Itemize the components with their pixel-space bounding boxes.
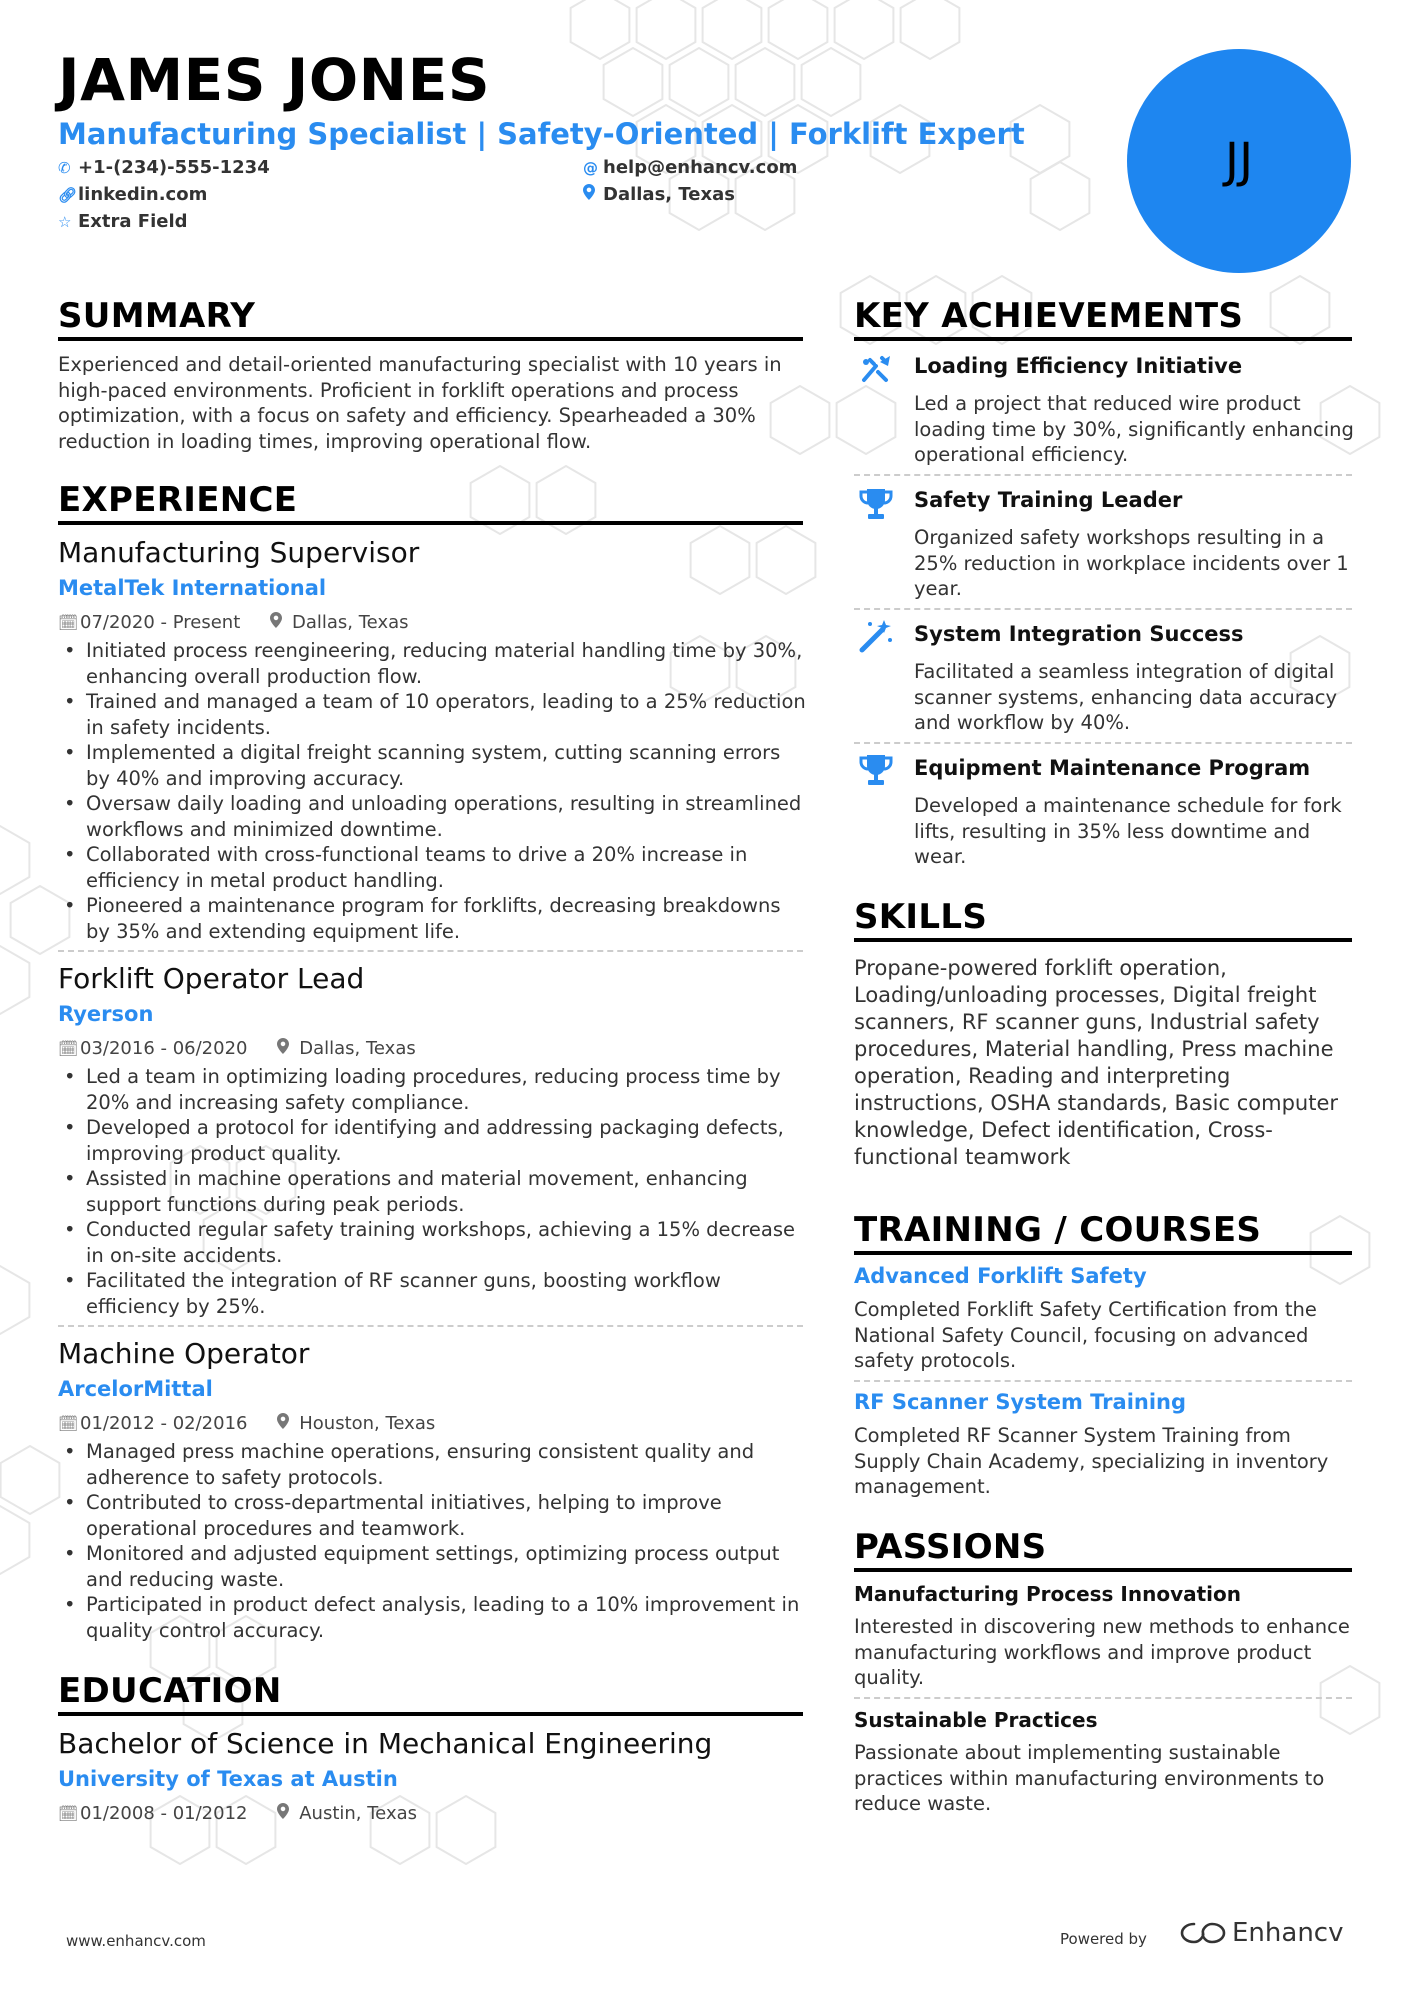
job-title: Manufacturing Supervisor bbox=[58, 536, 420, 569]
job-bullets bbox=[58, 638, 808, 944]
achievements-rule bbox=[854, 337, 1352, 341]
skills-text: Propane-powered forklift operation, Loading/unloading processes, Digital freight scanners, RF scanner guns, Industrial safety procedures, Material handling, Press machine operation, Reading and interpreting instructions, OSHA standards, Basic computer knowledge, Defect identification, Cross-functional teamwork bbox=[854, 956, 1339, 1169]
brand-name: Enhancv bbox=[1232, 1918, 1344, 1948]
summary-rule bbox=[58, 337, 803, 341]
achievement-title: Loading Efficiency Initiative bbox=[914, 354, 1243, 378]
summary-heading: SUMMARY bbox=[58, 296, 256, 336]
avatar: JJ bbox=[1127, 49, 1351, 273]
at-icon: @ bbox=[583, 159, 598, 177]
bullet-item: • Oversaw daily loading and unloading operations, resulting in streamlined workflows and minimized downtime. bbox=[58, 791, 808, 842]
location-pin-icon bbox=[277, 1038, 299, 1058]
degree: Bachelor of Science in Mechanical Engineering bbox=[58, 1727, 713, 1760]
passions-rule bbox=[854, 1568, 1352, 1572]
enhancv-logo-icon bbox=[1180, 1920, 1226, 1946]
calendar-icon: 🗓︎ bbox=[58, 613, 79, 632]
bullet-item: • Contributed to cross-departmental initiatives, helping to improve operational procedures and teamwork. bbox=[58, 1490, 808, 1541]
magic-wand-icon bbox=[856, 616, 896, 656]
job-meta: 🗓︎01/2012 - 02/2016 Houston, Texas bbox=[58, 1413, 436, 1434]
calendar-icon: 🗓︎ bbox=[58, 1039, 79, 1058]
course-divider bbox=[854, 1380, 1352, 1382]
phone-icon: ✆ bbox=[58, 159, 71, 177]
passion-text: Passionate about implementing sustainable practices within manufacturing environments to reduce waste. bbox=[854, 1741, 1325, 1815]
school-name: University of Texas at Austin bbox=[58, 1767, 398, 1791]
linkedin-contact[interactable]: 🔗︎linkedin.com bbox=[58, 184, 208, 205]
achievement-text: Developed a maintenance schedule for fork lifts, resulting in 35% less downtime and wear. bbox=[914, 794, 1342, 868]
bullet-item: • Participated in product defect analysis, leading to a 10% improvement in quality control accuracy. bbox=[58, 1592, 808, 1643]
achievement-text: Organized safety workshops resulting in a 25% reduction in workplace incidents over 1 year. bbox=[914, 526, 1349, 600]
company-name: ArcelorMittal bbox=[58, 1377, 213, 1401]
trophy-icon bbox=[856, 750, 896, 790]
education-heading: EDUCATION bbox=[58, 1671, 282, 1711]
link-icon: 🔗︎ bbox=[58, 186, 78, 204]
education-rule bbox=[58, 1712, 803, 1716]
phone-contact[interactable]: ✆ +1-(234)-555-1234 bbox=[58, 157, 270, 178]
passion-text: Interested in discovering new methods to enhance manufacturing workflows and improve product quality. bbox=[854, 1615, 1350, 1689]
bullet-item: • Collaborated with cross-functional teams to drive a 20% increase in efficiency in metal product handling. bbox=[58, 842, 808, 893]
course-text: Completed RF Scanner System Training from Supply Chain Academy, specializing in inventory management. bbox=[854, 1424, 1329, 1498]
job-divider bbox=[58, 1325, 803, 1327]
passion-title: Sustainable Practices bbox=[854, 1708, 1098, 1732]
achievement-divider bbox=[854, 742, 1352, 744]
skills-heading: SKILLS bbox=[854, 897, 988, 937]
bullet-item: • Assisted in machine operations and material movement, enhancing support functions during peak periods. bbox=[58, 1166, 808, 1217]
job-bullets bbox=[58, 1439, 808, 1643]
location-pin-icon bbox=[277, 1803, 299, 1823]
bullet-item: • Initiated process reengineering, reducing material handling time by 30%, enhancing overall production flow. bbox=[58, 638, 808, 689]
training-rule bbox=[854, 1251, 1352, 1255]
job-divider bbox=[58, 950, 803, 952]
experience-rule bbox=[58, 521, 803, 525]
location-pin-icon bbox=[277, 1413, 299, 1433]
passions-heading: PASSIONS bbox=[854, 1527, 1047, 1567]
job-meta: 🗓︎07/2020 - Present Dallas, Texas bbox=[58, 612, 409, 633]
company-name: Ryerson bbox=[58, 1002, 154, 1026]
calendar-icon: 🗓︎ bbox=[58, 1414, 79, 1433]
achievement-text: Led a project that reduced wire product loading time by 30%, significantly enhancing operational efficiency. bbox=[914, 392, 1354, 466]
email-contact[interactable]: @ help@enhancv.com bbox=[583, 157, 798, 178]
skills-rule bbox=[854, 938, 1352, 942]
job-bullets bbox=[58, 1064, 808, 1319]
bullet-item: • Trained and managed a team of 10 operators, leading to a 25% reduction in safety incidents. bbox=[58, 689, 808, 740]
powered-by-label: Powered by bbox=[1060, 1930, 1147, 1948]
footer-url[interactable]: www.enhancv.com bbox=[66, 1932, 206, 1950]
achievement-divider bbox=[854, 608, 1352, 610]
experience-heading: EXPERIENCE bbox=[58, 480, 298, 520]
achievement-title: System Integration Success bbox=[914, 622, 1244, 646]
headline: Manufacturing Specialist | Safety-Oriented | Forklift Expert bbox=[58, 117, 1025, 151]
job-title: Machine Operator bbox=[58, 1337, 310, 1370]
education-meta: 🗓︎01/2008 - 01/2012 Austin, Texas bbox=[58, 1803, 417, 1824]
achievement-text: Facilitated a seamless integration of digital scanner systems, enhancing data accuracy and workflow by 40%. bbox=[914, 660, 1338, 734]
achievement-title: Safety Training Leader bbox=[914, 488, 1183, 512]
hand-icon bbox=[856, 350, 896, 390]
course-title: Advanced Forklift Safety bbox=[854, 1264, 1147, 1288]
achievement-title: Equipment Maintenance Program bbox=[914, 756, 1311, 780]
job-title: Forklift Operator Lead bbox=[58, 962, 365, 995]
enhancv-logo[interactable] bbox=[1180, 1918, 1343, 1948]
bullet-item: • Implemented a digital freight scanning system, cutting scanning errors by 40% and improving accuracy. bbox=[58, 740, 808, 791]
summary-text: Experienced and detail-oriented manufacturing specialist with 10 years in high-paced environments. Proficient in forklift operations and process optimization, with a focus on safety and efficiency. Spearheaded a 30% reduction in loading times, improving operational flow. bbox=[58, 353, 782, 453]
star-icon: ☆ bbox=[58, 213, 72, 231]
bullet-item: • Managed press machine operations, ensuring consistent quality and adherence to safety protocols. bbox=[58, 1439, 808, 1490]
location-pin-icon bbox=[270, 612, 292, 632]
extra-field: ☆ Extra Field bbox=[58, 211, 188, 232]
course-text: Completed Forklift Safety Certification from the National Safety Council, focusing on advanced safety protocols. bbox=[854, 1298, 1317, 1372]
passion-title: Manufacturing Process Innovation bbox=[854, 1582, 1242, 1606]
job-meta: 🗓︎03/2016 - 06/2020 Dallas, Texas bbox=[58, 1038, 416, 1059]
location-pin-icon bbox=[583, 184, 603, 204]
achievements-heading: KEY ACHIEVEMENTS bbox=[854, 296, 1244, 336]
achievement-divider bbox=[854, 474, 1352, 476]
bullet-item: • Pioneered a maintenance program for forklifts, decreasing breakdowns by 35% and extending equipment life. bbox=[58, 893, 808, 944]
bullet-item: • Led a team in optimizing loading procedures, reducing process time by 20% and increasing safety compliance. bbox=[58, 1064, 808, 1115]
bullet-item: • Developed a protocol for identifying and addressing packaging defects, improving product quality. bbox=[58, 1115, 808, 1166]
bullet-item: • Facilitated the integration of RF scanner guns, boosting workflow efficiency by 25%. bbox=[58, 1268, 808, 1319]
trophy-icon bbox=[856, 484, 896, 524]
calendar-icon: 🗓︎ bbox=[58, 1804, 79, 1823]
location-contact: Dallas, Texas bbox=[583, 184, 735, 205]
company-name: MetalTek International bbox=[58, 576, 327, 600]
passion-divider bbox=[854, 1697, 1352, 1699]
course-title: RF Scanner System Training bbox=[854, 1390, 1187, 1414]
training-heading: TRAINING / COURSES bbox=[854, 1210, 1262, 1250]
candidate-name: JAMES JONES bbox=[58, 46, 491, 114]
bullet-item: • Monitored and adjusted equipment settings, optimizing process output and reducing waste. bbox=[58, 1541, 808, 1592]
bullet-item: • Conducted regular safety training workshops, achieving a 15% decrease in on-site accidents. bbox=[58, 1217, 808, 1268]
